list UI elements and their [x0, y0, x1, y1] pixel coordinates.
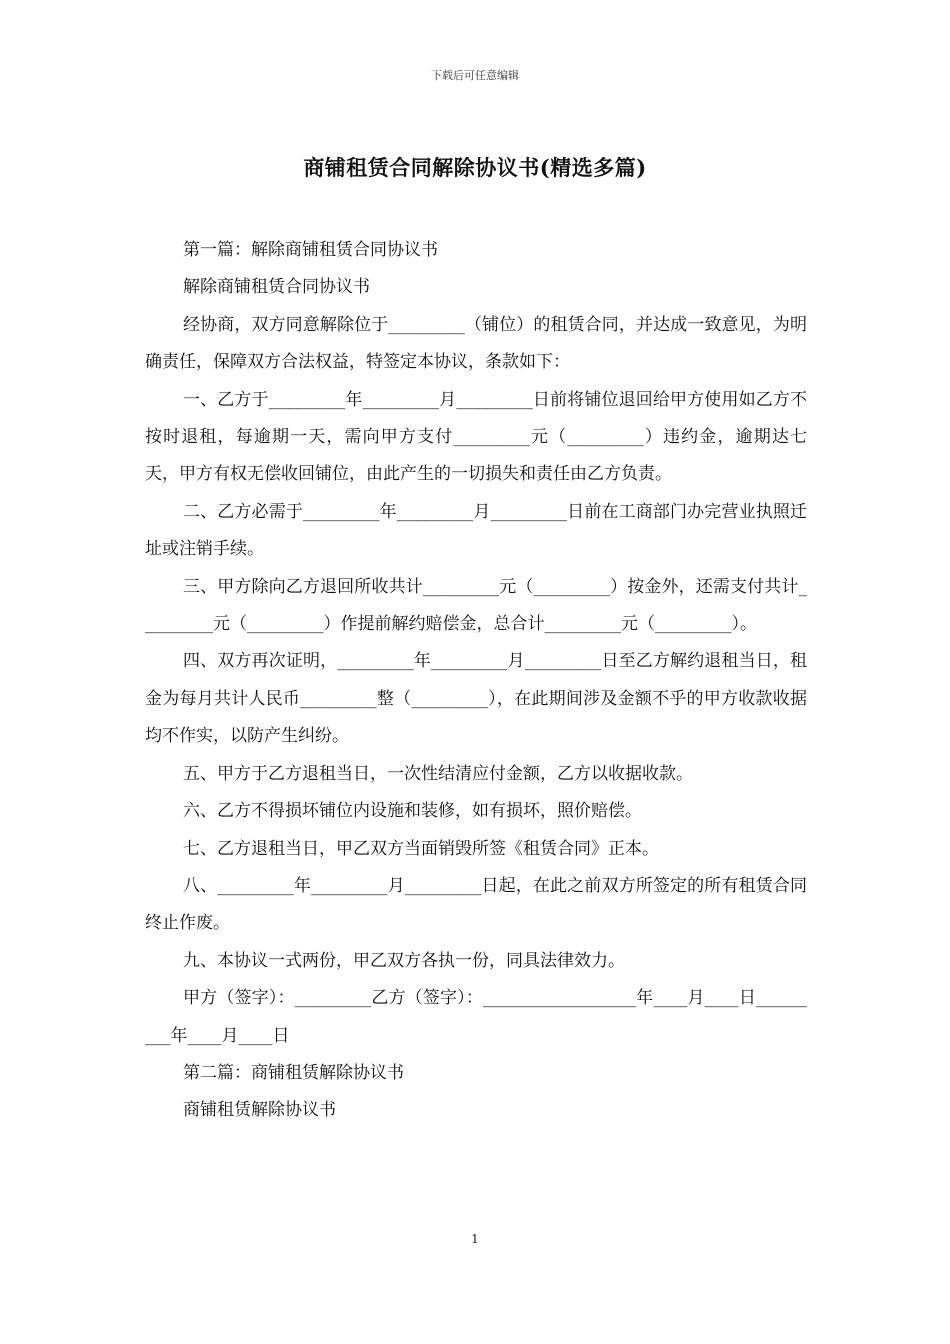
paragraph: 一、乙方于_________年_________月_________日前将铺位退回给甲方使用如乙方不按时退租，每逾期一天，需向甲方支付_________元（_________）违约金，逾期达七天，甲方有权无偿收回铺位，由此产生的一切损失和责任由乙方负责。 [145, 389, 807, 485]
paragraph: 三、甲方除向乙方退回所收共计_________元（_________）按金外，还需支付共计_________元（_________）作提前解约赔偿金，总合计_________元（_________）。 [145, 576, 807, 635]
document-body [145, 232, 807, 1130]
paragraph: 八、_________年_________月_________日起，在此之前双方所签定的所有租赁合同终止作废。 [145, 875, 807, 934]
section-subtitle: 商铺租赁解除协议书 [183, 1100, 336, 1121]
paragraph: 五、甲方于乙方退租当日，一次性结清应付金额，乙方以收据收款。 [183, 763, 693, 784]
paragraph: 经协商，双方同意解除位于_________（铺位）的租赁合同，并达成一致意见，为明确责任，保障双方合法权益，特签定本协议，条款如下： [145, 314, 807, 373]
paragraph: 七、乙方退租当日，甲乙双方当面销毁所签《租赁合同》正本。 [183, 838, 659, 859]
signature-line: 甲方（签字）：_________乙方（签字）：__________________年____月____日_________年____月____日 [145, 988, 807, 1046]
page-number: 1 [471, 1232, 479, 1246]
paragraph: 六、乙方不得损坏铺位内设施和装修，如有损坏，照价赔偿。 [183, 801, 642, 822]
paragraph: 四、双方再次证明，_________年_________月_________日至乙方解约退租当日，租金为每月共计人民币_________整（_________），在此期间涉及金额不乎的甲方收款收据均不作实，以防产生纠纷。 [145, 651, 807, 747]
section-heading: 第二篇：商铺租赁解除协议书 [183, 1062, 404, 1083]
header-note: 下载后可任意编辑 [431, 69, 519, 82]
paragraph: 二、乙方必需于_________年_________月_________日前在工商部门办完营业执照迁址或注销手续。 [145, 501, 807, 560]
paragraph: 第一篇：解除商铺租赁合同协议书 [183, 240, 438, 260]
paragraph: 解除商铺租赁合同协议书 [183, 277, 370, 298]
page-title: 商铺租赁合同解除协议书(精选多篇) [303, 155, 647, 180]
paragraph: 九、本协议一式两份，甲乙双方各执一份，同具法律效力。 [183, 950, 625, 971]
